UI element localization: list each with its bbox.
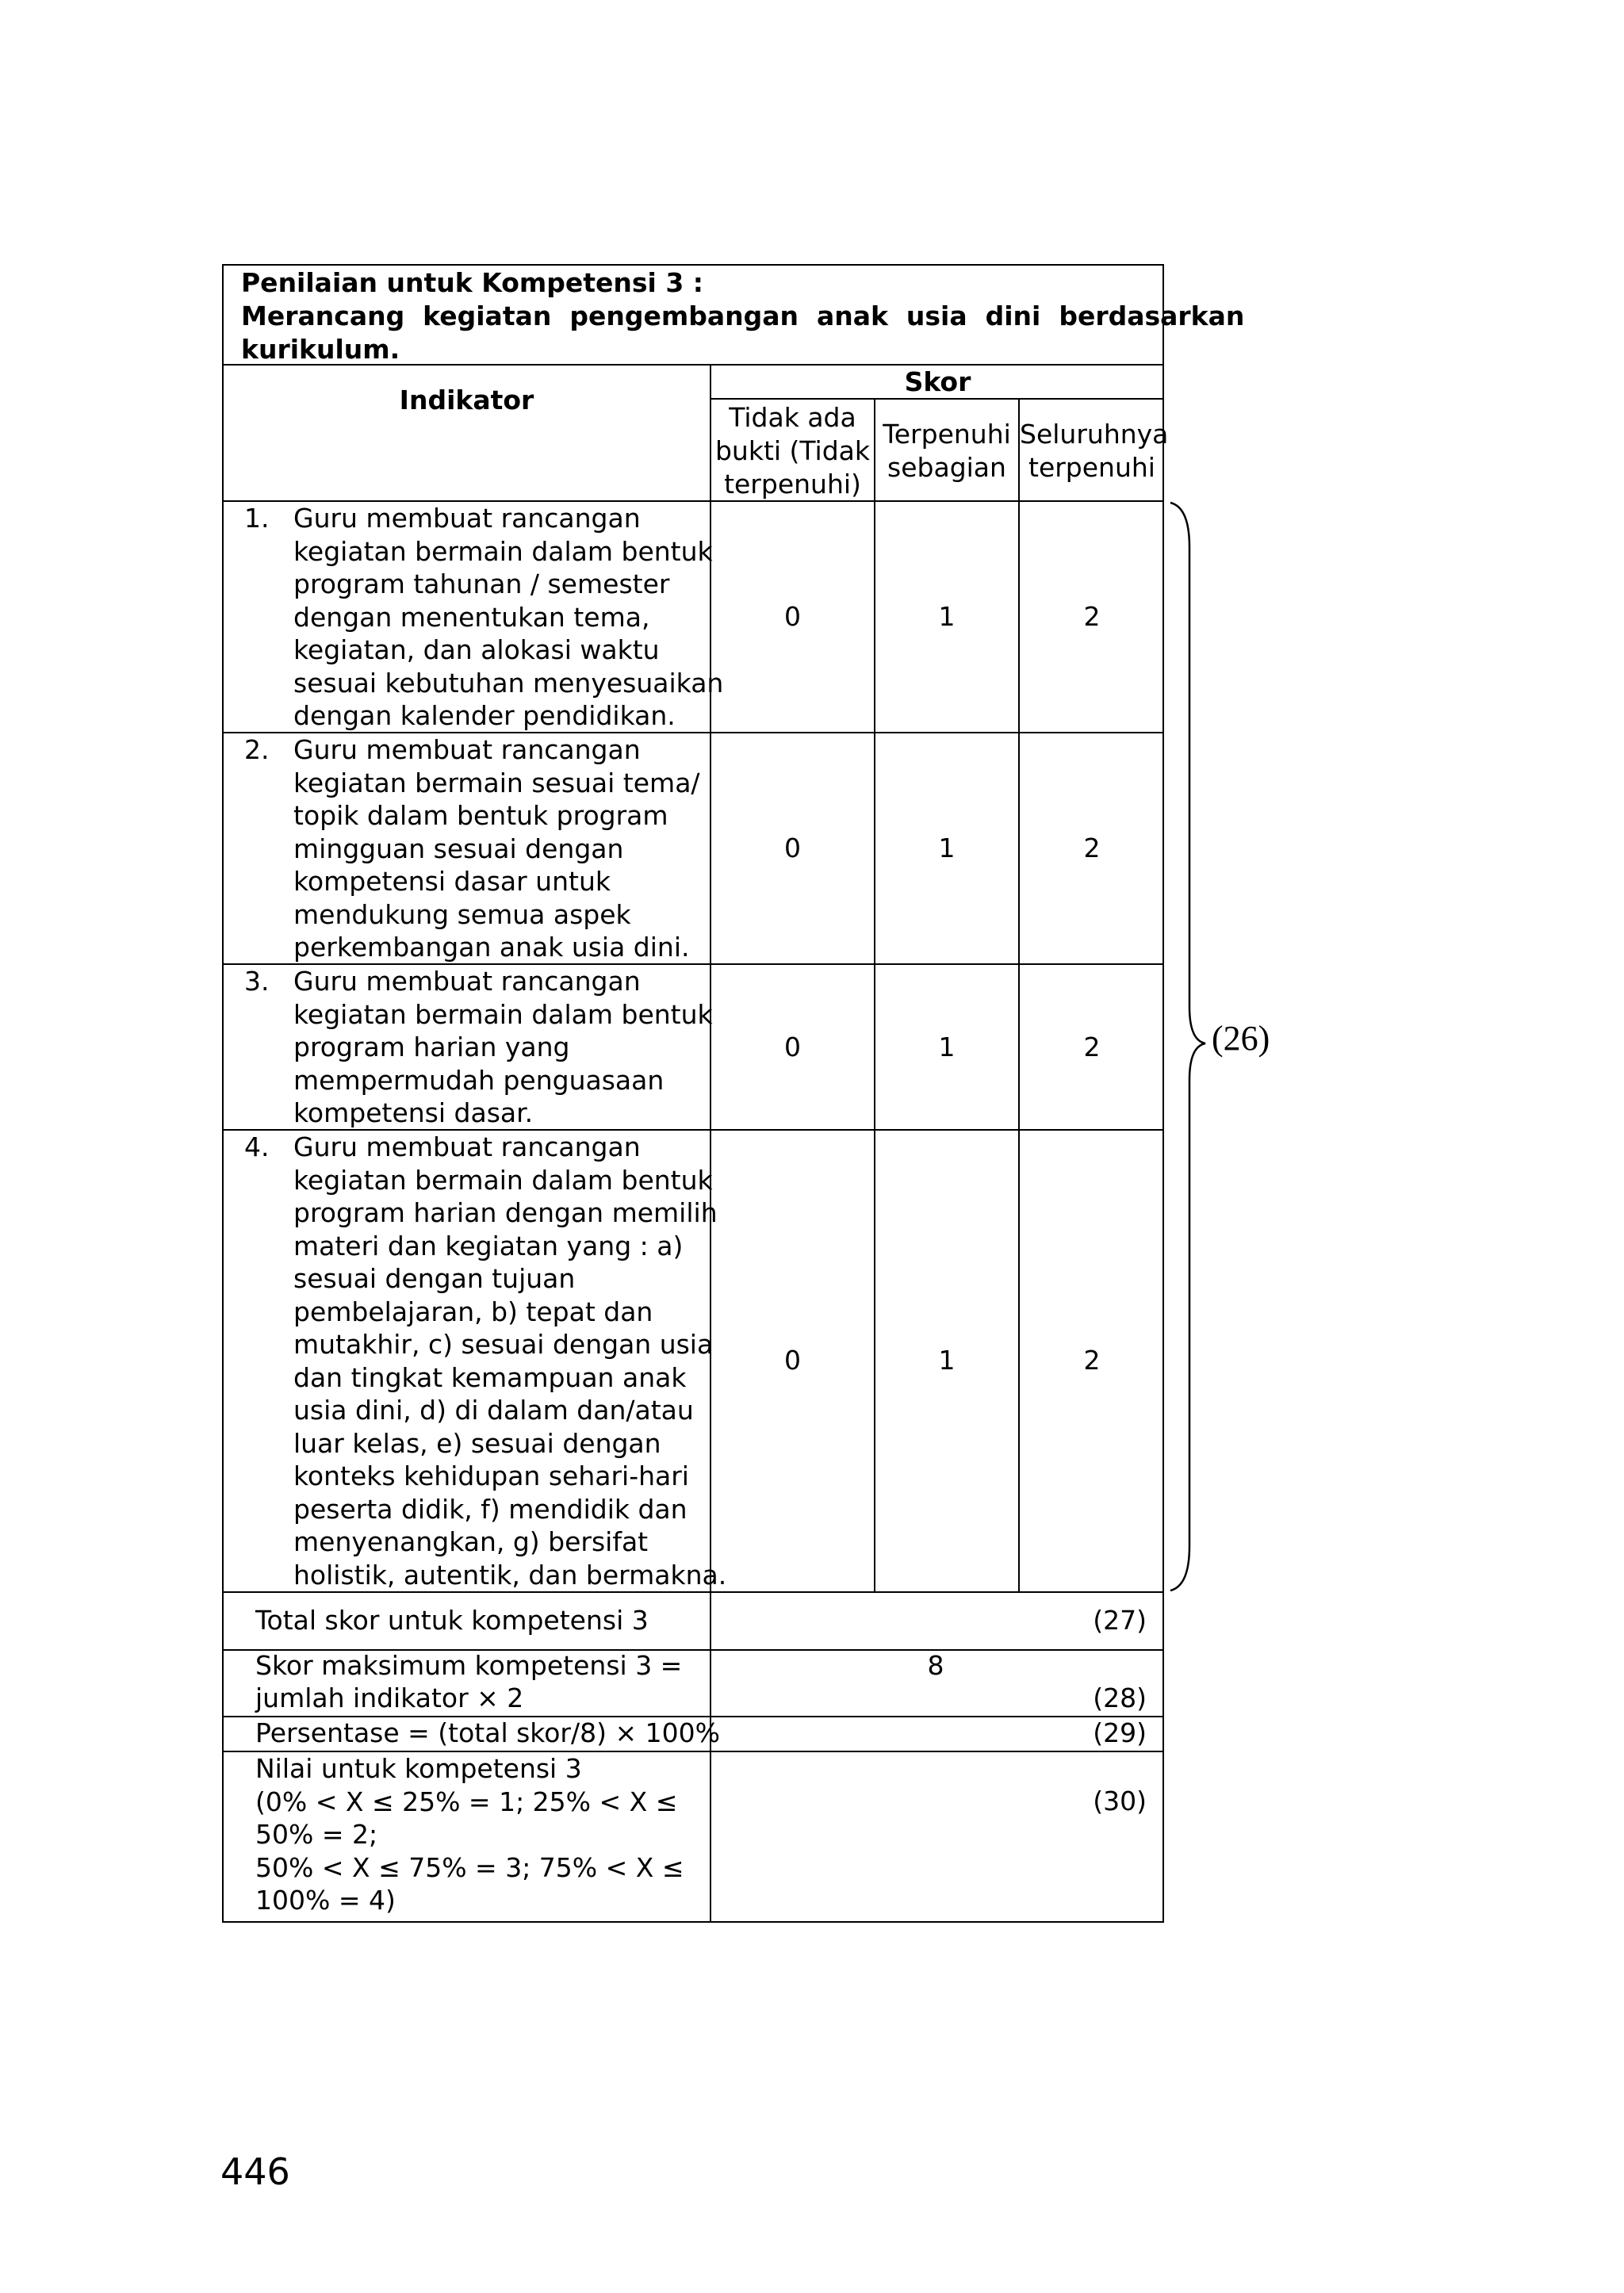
score-2: 2 [1083,1032,1101,1062]
indicator-text: mutakhir, c) sesuai dengan usia [293,1329,714,1360]
divider [222,1591,1164,1593]
score-2: 2 [1083,601,1101,632]
score-1: 1 [938,1345,956,1376]
divider [1018,398,1020,1592]
column-header-terpenuhi-sebagian: sebagian [887,452,1006,483]
section-subtitle: Merancang kegiatan pengembangan anak usia dini berdasarkan [241,301,1245,331]
score-1: 1 [938,833,956,863]
pct-ref: (29) [1093,1717,1147,1748]
nilai-label: (0% < X ≤ 25% = 1; 25% < X ≤ [255,1786,678,1817]
max-label: Skor maksimum kompetensi 3 = [255,1650,683,1681]
indicator-text: kompetensi dasar. [293,1097,534,1128]
indicator-text: mingguan sesuai dengan [293,833,624,864]
indicator-text: Guru membuat rancangan [293,734,641,765]
nilai-label: 100% = 4) [255,1885,396,1916]
indicator-text: menyenangkan, g) bersifat [293,1526,649,1557]
indicator-number: 3. [244,966,270,997]
max-ref: (28) [1093,1682,1147,1713]
score-2: 2 [1083,833,1101,863]
indicator-text: program harian yang [293,1032,570,1062]
nilai-label: 50% = 2; [255,1819,378,1850]
section-title: Penilaian untuk Kompetensi 3 : [241,267,703,298]
column-header-tidak-ada: Tidak ada [729,402,856,433]
brace-label: (26) [1212,1019,1270,1058]
indicator-text: mempermudah penguasaan [293,1064,665,1096]
indicator-text: Guru membuat rancangan [293,966,641,997]
column-header-seluruhnya: Seluruhnya [1020,419,1169,450]
indicator-text: mendukung semua aspek [293,898,631,930]
indicator-text: pembelajaran, b) tepat dan [293,1296,653,1327]
indicator-text: kegiatan bermain sesuai tema/ [293,767,700,798]
indicator-number: 4. [244,1131,270,1162]
indicator-text: kegiatan bermain dalam bentuk [293,1164,713,1196]
column-header-skor: Skor [904,366,971,397]
max-value: 8 [927,1650,944,1681]
score-0: 0 [784,833,801,863]
indicator-text: holistik, autentik, dan bermakna. [293,1559,727,1591]
score-2: 2 [1083,1345,1101,1376]
indicator-text: dan tingkat kemampuan anak [293,1361,687,1393]
page-number: 446 [220,2150,290,2193]
indicator-text: sesuai dengan tujuan [293,1263,576,1294]
nilai-label: Nilai untuk kompetensi 3 [255,1753,582,1784]
column-header-tidak-ada: terpenuhi) [724,469,861,500]
nilai-label: 50% < X ≤ 75% = 3; 75% < X ≤ [255,1851,684,1883]
score-1: 1 [938,1032,956,1062]
indicator-text: kegiatan bermain dalam bentuk [293,535,713,567]
indicator-text: usia dini, d) di dalam dan/atau [293,1395,694,1426]
score-0: 0 [784,1345,801,1376]
indicator-text: luar kelas, e) sesuai dengan [293,1427,661,1459]
indicator-text: dengan kalender pendidikan. [293,700,676,731]
column-header-indikator: Indikator [399,385,534,415]
pct-label: Persentase = (total skor/8) × 100% [255,1717,720,1748]
indicator-text: sesuai kebutuhan menyesuaikan [293,667,724,699]
indicator-number: 1. [244,503,270,534]
nilai-ref: (30) [1093,1786,1147,1816]
divider [874,398,875,1592]
indicator-number: 2. [244,734,270,765]
section-subtitle-cont: kurikulum. [241,334,400,365]
column-header-terpenuhi-sebagian: Terpenuhi [883,419,1011,450]
indicator-text: kegiatan bermain dalam bentuk [293,998,713,1030]
indicator-text: program tahunan / semester [293,568,670,599]
total-ref: (27) [1093,1605,1147,1636]
indicator-text: dengan menentukan tema, [293,601,650,633]
indicator-text: program harian dengan memilih [293,1197,718,1228]
indicator-text: konteks kehidupan sehari-hari [293,1460,689,1491]
score-0: 0 [784,1032,801,1062]
score-1: 1 [938,601,956,632]
indicator-text: Guru membuat rancangan [293,503,641,534]
total-label: Total skor untuk kompetensi 3 [255,1605,649,1636]
indicator-text: topik dalam bentuk program [293,800,668,831]
max-label: jumlah indikator × 2 [255,1682,524,1713]
column-header-seluruhnya: terpenuhi [1028,452,1155,483]
indicator-text: Guru membuat rancangan [293,1131,641,1162]
indicator-text: perkembangan anak usia dini. [293,932,690,963]
indicator-text: kegiatan, dan alokasi waktu [293,634,660,665]
divider [710,364,711,1923]
indicator-text: materi dan kegiatan yang : a) [293,1230,684,1261]
score-0: 0 [784,601,801,632]
indicator-text: peserta didik, f) mendidik dan [293,1493,688,1525]
indicator-text: kompetensi dasar untuk [293,866,611,897]
column-header-tidak-ada: bukti (Tidak [714,435,871,466]
